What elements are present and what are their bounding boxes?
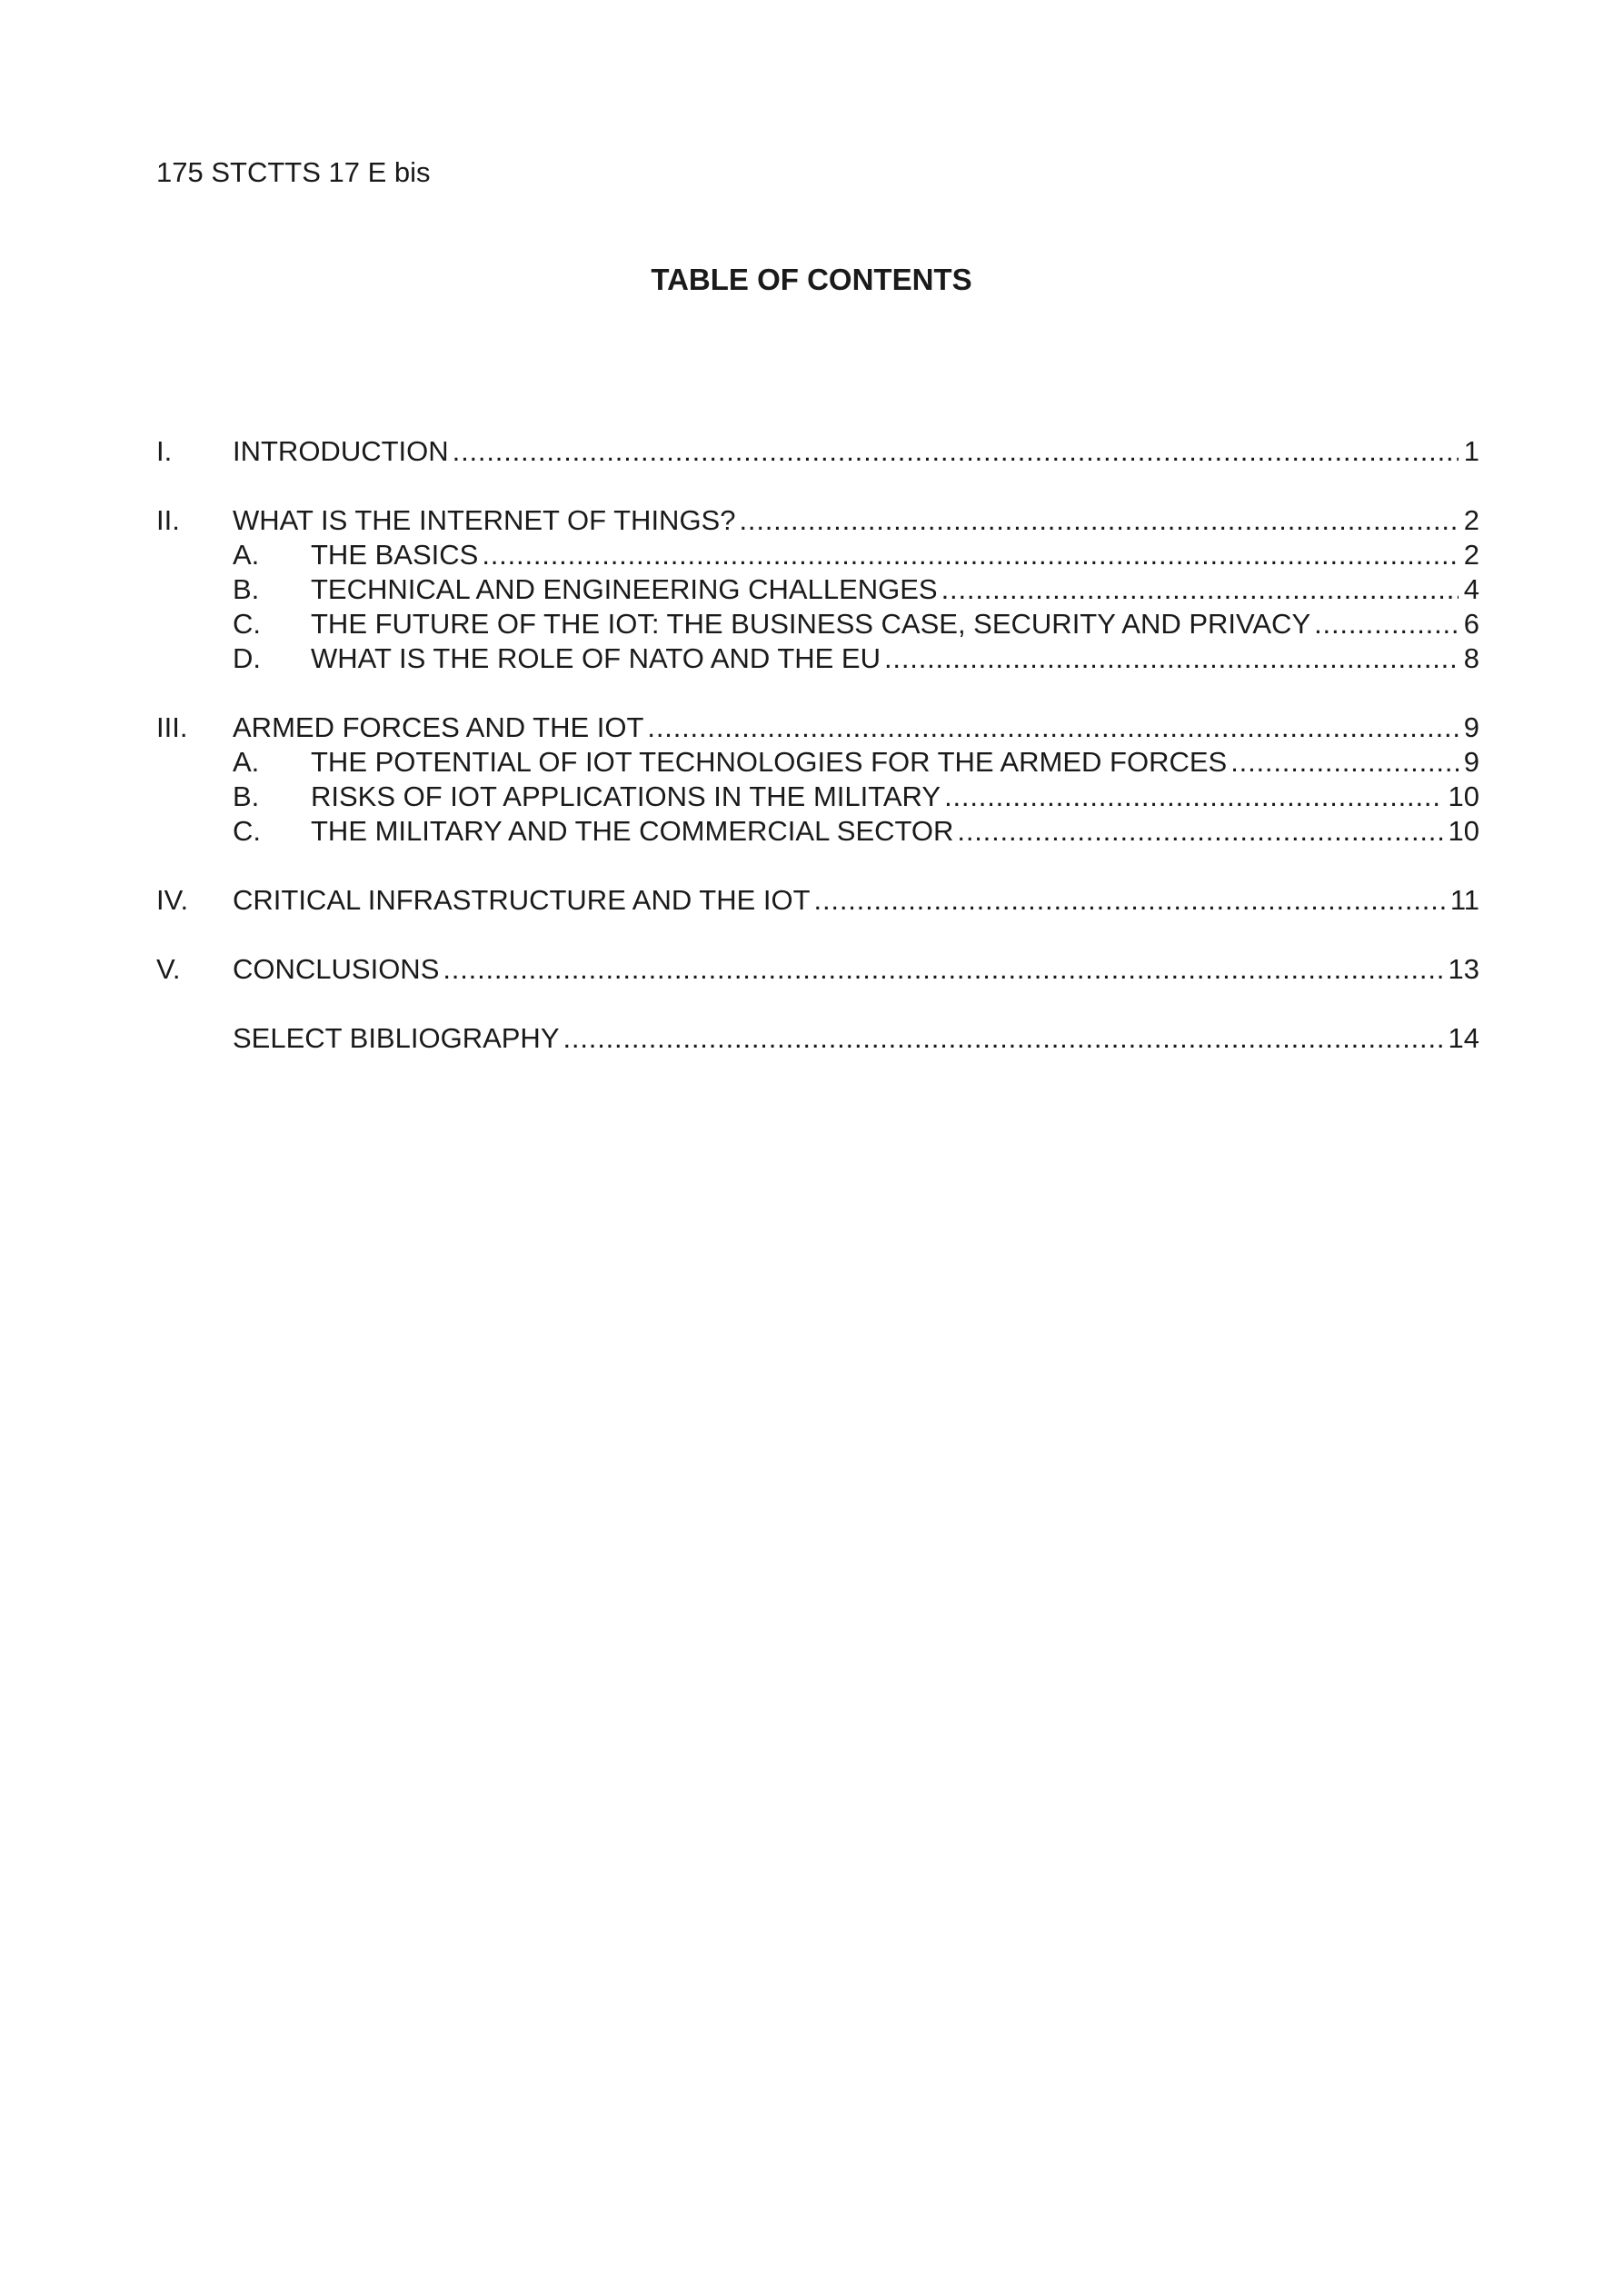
section-title: CRITICAL INFRASTRUCTURE AND THE IOT: [233, 884, 811, 916]
toc-section-critical-infrastructure: [156, 883, 1479, 918]
section-title: WHAT IS THE INTERNET OF THINGS?: [233, 504, 736, 536]
toc-entry-body: [233, 883, 1479, 918]
toc-entry: [156, 434, 1479, 469]
toc-subentry-body: [311, 641, 1479, 676]
page-number: 10: [1448, 815, 1479, 847]
subsection-title: THE BASICS: [311, 539, 479, 571]
subsection-letter: A.: [233, 539, 260, 571]
toc-subentry-body: [311, 607, 1479, 641]
page-number: 1: [1463, 435, 1479, 467]
subsection-title: RISKS OF IOT APPLICATIONS IN THE MILITARY: [311, 780, 941, 812]
toc-entry: [156, 952, 1479, 987]
dot-leader: [1314, 607, 1459, 641]
section-number: I.: [156, 435, 173, 467]
section-title: ARMED FORCES AND THE IOT: [233, 711, 644, 743]
section-title: SELECT BIBLIOGRAPHY: [233, 1022, 560, 1054]
page-number: 6: [1463, 608, 1479, 640]
toc-section-introduction: [156, 434, 1479, 469]
toc-subentry-body: [311, 780, 1479, 814]
subsection-title: TECHNICAL AND ENGINEERING CHALLENGES: [311, 573, 938, 605]
page-title: TABLE OF CONTENTS: [651, 263, 972, 296]
subsection-letter: C.: [233, 608, 261, 640]
dot-leader: [647, 711, 1458, 745]
section-title: CONCLUSIONS: [233, 953, 440, 985]
page-number: 2: [1463, 504, 1479, 536]
toc-entry-body: [233, 711, 1479, 745]
section-title: INTRODUCTION: [233, 435, 449, 467]
toc-subentry-body: [311, 538, 1479, 572]
subsection-letter: C.: [233, 815, 261, 847]
subsection-title: THE FUTURE OF THE IOT: THE BUSINESS CASE, SECURITY AND PRIVACY: [311, 608, 1311, 640]
subsection-title: THE POTENTIAL OF IOT TECHNOLOGIES FOR THE ARMED FORCES: [311, 746, 1228, 778]
section-number: III.: [156, 711, 188, 743]
toc-section-conclusions: [156, 952, 1479, 987]
toc-entry-body: [233, 952, 1479, 987]
toc-subentry-body: [311, 572, 1479, 607]
dot-leader: [453, 434, 1459, 469]
dot-leader: [884, 641, 1459, 676]
section-number: IV.: [156, 884, 189, 916]
toc-entry: [156, 883, 1479, 918]
page-number: 14: [1448, 1022, 1479, 1054]
toc-entry: [156, 1021, 1479, 1056]
page-number: 2: [1463, 539, 1479, 571]
toc-entry-body: [233, 503, 1479, 538]
toc-subentry: [156, 641, 1479, 676]
subsection-letter: B.: [233, 780, 260, 812]
toc-section-internet-of-things: [156, 503, 1479, 676]
page-number: 9: [1463, 711, 1479, 743]
toc-entry-body: [233, 434, 1479, 469]
page-number: 11: [1449, 884, 1479, 916]
section-number: II.: [156, 504, 180, 536]
toc-subentry-body: [311, 814, 1479, 849]
toc-section-armed-forces: [156, 711, 1479, 849]
subsection-title: WHAT IS THE ROLE OF NATO AND THE EU: [311, 642, 881, 674]
subsection-letter: A.: [233, 746, 260, 778]
table-of-contents: [156, 434, 1479, 1090]
dot-leader: [814, 883, 1445, 918]
page-number: 8: [1463, 642, 1479, 674]
toc-entry: [156, 711, 1479, 745]
section-number: V.: [156, 953, 181, 985]
subsection-letter: D.: [233, 642, 261, 674]
dot-leader: [944, 780, 1442, 814]
dot-leader: [941, 572, 1459, 607]
page-number: 4: [1463, 573, 1479, 605]
toc-entry: [156, 503, 1479, 538]
document-reference: 175 STCTTS 17 E bis: [156, 156, 431, 188]
dot-leader: [563, 1021, 1443, 1056]
page-number: 13: [1448, 953, 1479, 985]
dot-leader: [443, 952, 1442, 987]
toc-subentry: [156, 572, 1479, 607]
dot-leader: [482, 538, 1458, 572]
subsection-letter: B.: [233, 573, 260, 605]
toc-subentry: [156, 538, 1479, 572]
toc-subentry: [156, 745, 1479, 780]
toc-entry-body: [233, 1021, 1479, 1056]
toc-subentry: [156, 780, 1479, 814]
toc-subentry-body: [311, 745, 1479, 780]
subsection-title: THE MILITARY AND THE COMMERCIAL SECTOR: [311, 815, 954, 847]
page-number: 10: [1448, 780, 1479, 812]
page-number: 9: [1463, 746, 1479, 778]
toc-subentry: [156, 607, 1479, 641]
dot-leader: [1230, 745, 1459, 780]
toc-section-bibliography: [156, 1021, 1479, 1056]
dot-leader: [957, 814, 1442, 849]
dot-leader: [739, 503, 1458, 538]
toc-subentry: [156, 814, 1479, 849]
